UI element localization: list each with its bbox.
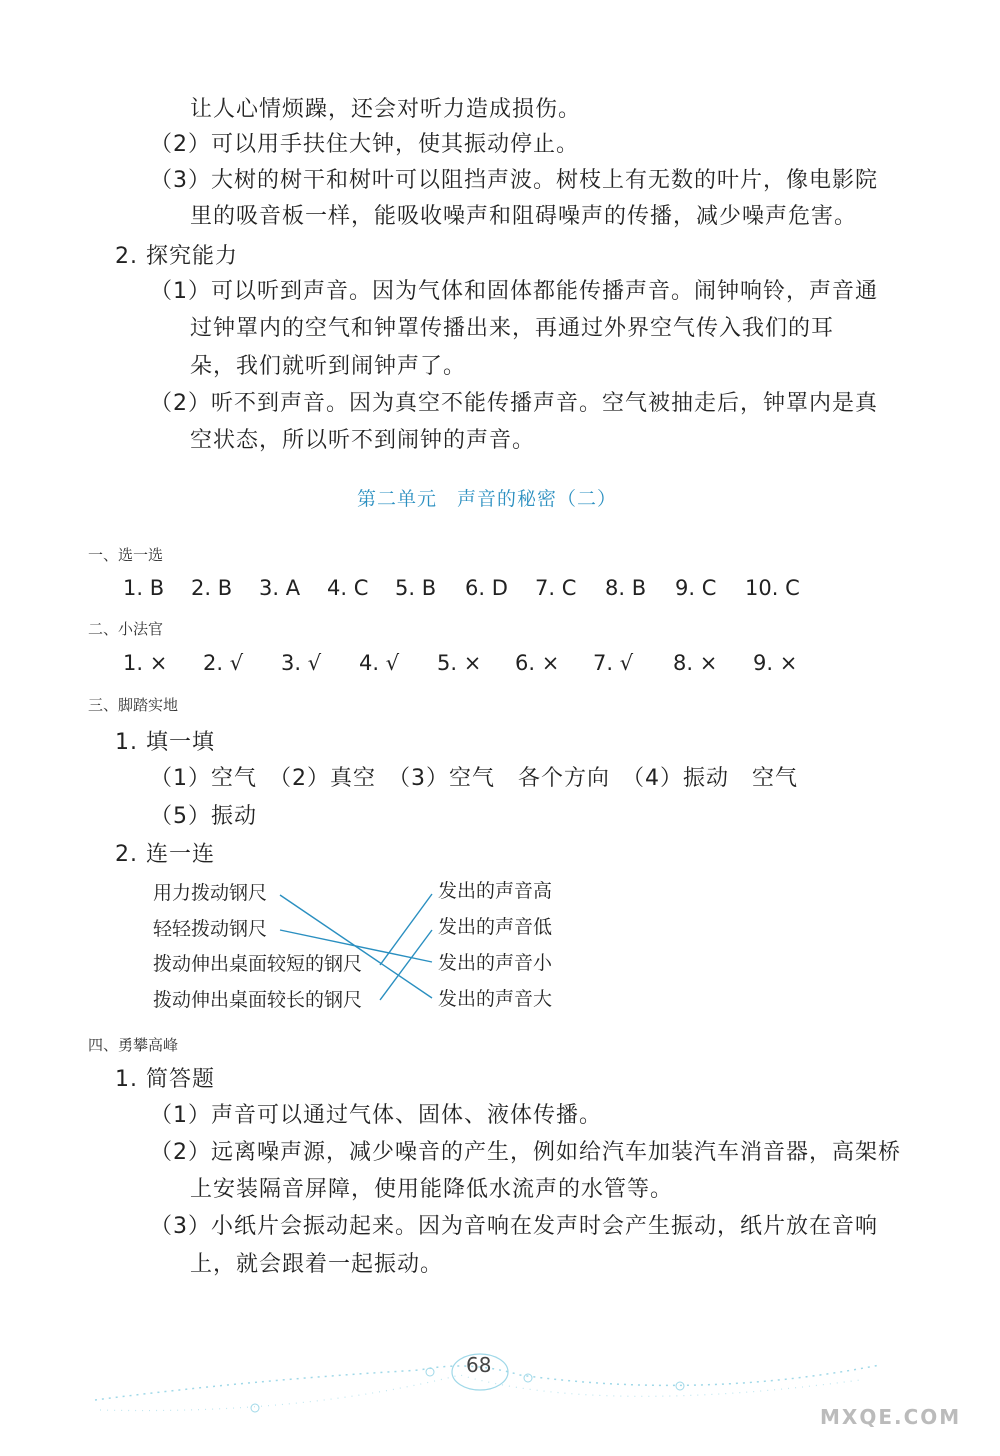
- text-line: 上，就会跟着一起振动。: [190, 1252, 444, 1277]
- answer-item: 5. B: [395, 576, 437, 600]
- text-line: 里的吸音板一样，能吸收噪声和阻碍噪声的传播，减少噪声危害。: [190, 204, 858, 229]
- answer-item: 6. ×: [515, 651, 560, 675]
- text-line: （2）远离噪声源，减少噪音的产生，例如给汽车加装汽车消音器，高架桥: [150, 1140, 901, 1165]
- answer-item: 9. C: [675, 576, 717, 600]
- answer-item: 10. C: [745, 576, 800, 600]
- subsection-title: 1. 简答题: [115, 1067, 215, 1092]
- answer-item: 4. C: [327, 576, 369, 600]
- match-right-item: 发出的声音高: [438, 880, 553, 902]
- match-right-item: 发出的声音大: [438, 988, 553, 1010]
- text-line: 上安装隔音屏障，使用能降低水流声的水管等。: [190, 1177, 674, 1202]
- section-heading: 一、选一选: [88, 546, 164, 564]
- answer-item: 1. ×: [123, 651, 168, 675]
- answer-item: 7. √: [593, 651, 634, 675]
- match-left-item: 拨动伸出桌面较长的钢尺: [153, 989, 363, 1011]
- answer-item: 7. C: [535, 576, 577, 600]
- text-line: 过钟罩内的空气和钟罩传播出来，再通过外界空气传入我们的耳: [190, 316, 835, 341]
- text-line: （1）空气 （2）真空 （3）空气 各个方向 （4）振动 空气: [150, 766, 798, 791]
- subsection-title: 1. 填一填: [115, 730, 215, 755]
- text-line: （1）声音可以通过气体、固体、液体传播。: [150, 1103, 602, 1128]
- answer-item: 8. B: [605, 576, 647, 600]
- answer-item: 4. √: [359, 651, 400, 675]
- page-number: 68: [466, 1353, 492, 1377]
- match-line: [380, 930, 432, 1000]
- section-heading: 四、勇攀高峰: [88, 1036, 179, 1054]
- match-line: [280, 930, 432, 962]
- answer-item: 2. B: [191, 576, 233, 600]
- answer-item: 1. B: [123, 576, 165, 600]
- text-line: （2）听不到声音。因为真空不能传播声音。空气被抽走后，钟罩内是真: [150, 391, 878, 416]
- section-heading: 三、脚踏实地: [88, 696, 179, 714]
- answer-item: 8. ×: [673, 651, 718, 675]
- text-line: （5）振动: [150, 804, 257, 829]
- subsection-title: 2. 连一连: [115, 842, 215, 867]
- text-line: （1）可以听到声音。因为气体和固体都能传播声音。闹钟响铃，声音通: [150, 279, 878, 304]
- text-line: 朵，我们就听到闹钟声了。: [190, 354, 467, 379]
- watermark-text: MXQE.COM: [820, 1405, 962, 1429]
- answer-item: 5. ×: [437, 651, 482, 675]
- match-left-item: 拨动伸出桌面较短的钢尺: [153, 953, 363, 975]
- answer-item: 3. √: [281, 651, 322, 675]
- text-line: （2）可以用手扶住大钟，使其振动停止。: [150, 132, 579, 157]
- text-line: （3）小纸片会振动起来。因为音响在发声时会产生振动，纸片放在音响: [150, 1214, 878, 1239]
- section-heading: 二、小法官: [88, 620, 164, 638]
- match-right-item: 发出的声音小: [438, 952, 553, 974]
- match-line: [380, 894, 432, 965]
- match-left-item: 轻轻拨动钢尺: [153, 918, 268, 940]
- answer-item: 9. ×: [753, 651, 798, 675]
- match-left-item: 用力拨动钢尺: [153, 882, 268, 904]
- answer-item: 6. D: [465, 576, 508, 600]
- text-line: 让人心情烦躁，还会对听力造成损伤。: [190, 97, 582, 122]
- answer-item: 3. A: [259, 576, 301, 600]
- footer-decoration: [0, 1320, 1000, 1456]
- text-line: 空状态，所以听不到闹钟的声音。: [190, 428, 536, 453]
- match-right-item: 发出的声音低: [438, 916, 553, 938]
- subsection-title: 2. 探究能力: [115, 244, 238, 269]
- unit-title: 第二单元 声音的秘密（二）: [357, 488, 618, 510]
- answer-item: 2. √: [203, 651, 244, 675]
- text-line: （3）大树的树干和树叶可以阻挡声波。树枝上有无数的叶片，像电影院: [150, 168, 878, 193]
